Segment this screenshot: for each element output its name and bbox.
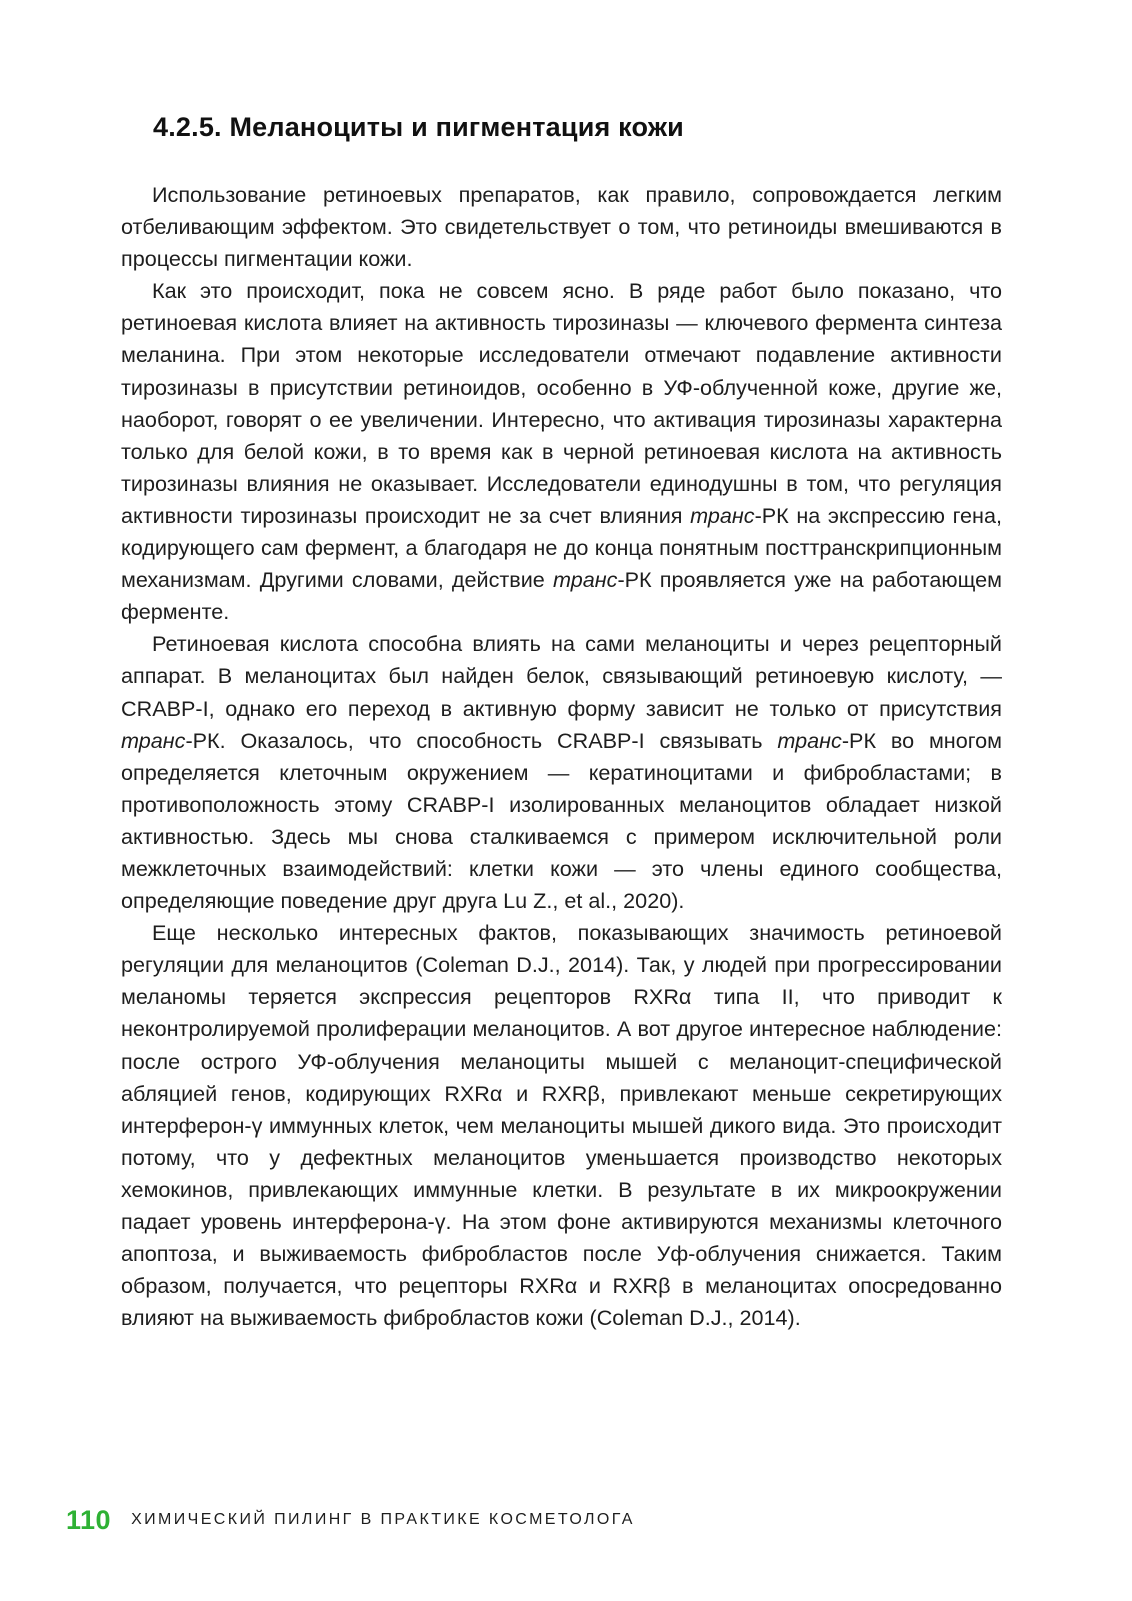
body-text [121, 179, 1002, 1334]
italic-term: транс [690, 502, 755, 528]
running-title: ХИМИЧЕСКИЙ ПИЛИНГ В ПРАКТИКЕ КОСМЕТОЛОГА [131, 1511, 635, 1528]
paragraph: Как это происходит, пока не совсем ясно. В ряде работ было показано, что ретиноевая кислота влияет на активность тирозиназы — ключевого фермента синтеза меланина. При этом некоторые исследователи отмечают подавление активности тирозиназы в присутствии ретиноидов, особенно в УФ-облученной коже, другие же, наоборот, говорят о ее увеличении. Интересно, что активация тирозиназы характерна только для белой кожи, в то время как в черной ретиноевая кислота на активность тирозиназы влияния не оказывает. Исследователи единодушны в том, что регуляция активности тирозиназы происходит не за счет влияния транс-РК на экспрессию гена, кодирующего сам фермент, а благодаря не до конца понятным посттранскрипционным механизмам. Другими словами, действие транс-РК проявляется уже на работающем ферменте. [121, 278, 1003, 625]
italic-term: транс [552, 567, 618, 593]
italic-term: транс [121, 727, 186, 753]
paragraph: Ретиноевая кислота способна влиять на сами меланоциты и через рецепторный аппарат. В меланоцитах был найден белок, связывающий ретиноевую кислоту, — CRABP-I, однако его переход в активную форму зависит не только от присутствия транс-РК. Оказалось, что способность CRABP-I связывать транс-РК во многом определяется клеточным окружением — кератиноцитами и фибробластами; в противоположность этому CRABP-I изолированных меланоцитов обладает низкой активностью. Здесь мы снова сталкиваемся с примером исключительной роли межклеточных взаимодействий: клетки кожи — это члены единого сообщества, определяющие поведение друг друга Lu Z., et al., 2020). [121, 631, 1003, 914]
page-footer [66, 1500, 635, 1540]
italic-term: транс [777, 727, 842, 753]
section-heading: 4.2.5. Меланоциты и пигментация кожи [153, 112, 684, 142]
paragraph: Еще несколько интересных фактов, показывающих значимость ретиноевой регуляции для меланоцитов (Coleman D.J., 2014). Так, у людей при прогрессировании меланомы теряется экспрессия рецепторов RXRα типа II, что приводит к неконтролируемой пролиферации меланоцитов. А вот другое интересное наблюдение: после острого УФ-облучения меланоциты мышей с меланоцит-специфической абляцией генов, кодирующих RXRα и RXRβ, привлекают меньше секретирующих интерферон-γ иммунных клеток, чем меланоциты мышей дикого вида. Это происходит потому, что у дефектных меланоцитов уменьшается производство некоторых хемокинов, привлекающих иммунные клетки. В результате в их микроокружении падает уровень интерферона-γ. На этом фоне активируются механизмы клеточного апоптоза, и выживаемость фибробластов после Уф-облучения снижается. Таким образом, получается, что рецепторы RXRα и RXRβ в меланоцитах опосредованно влияют на выживаемость фибробластов кожи (Coleman D.J., 2014). [121, 920, 1002, 1331]
page-number: 110 [66, 1504, 112, 1535]
paragraph: Использование ретиноевых препаратов, как правило, сопровождается легким отбеливающим эффектом. Это свидетельствует о том, что ретиноиды вмешиваются в процессы пигментации кожи. [121, 182, 1002, 272]
